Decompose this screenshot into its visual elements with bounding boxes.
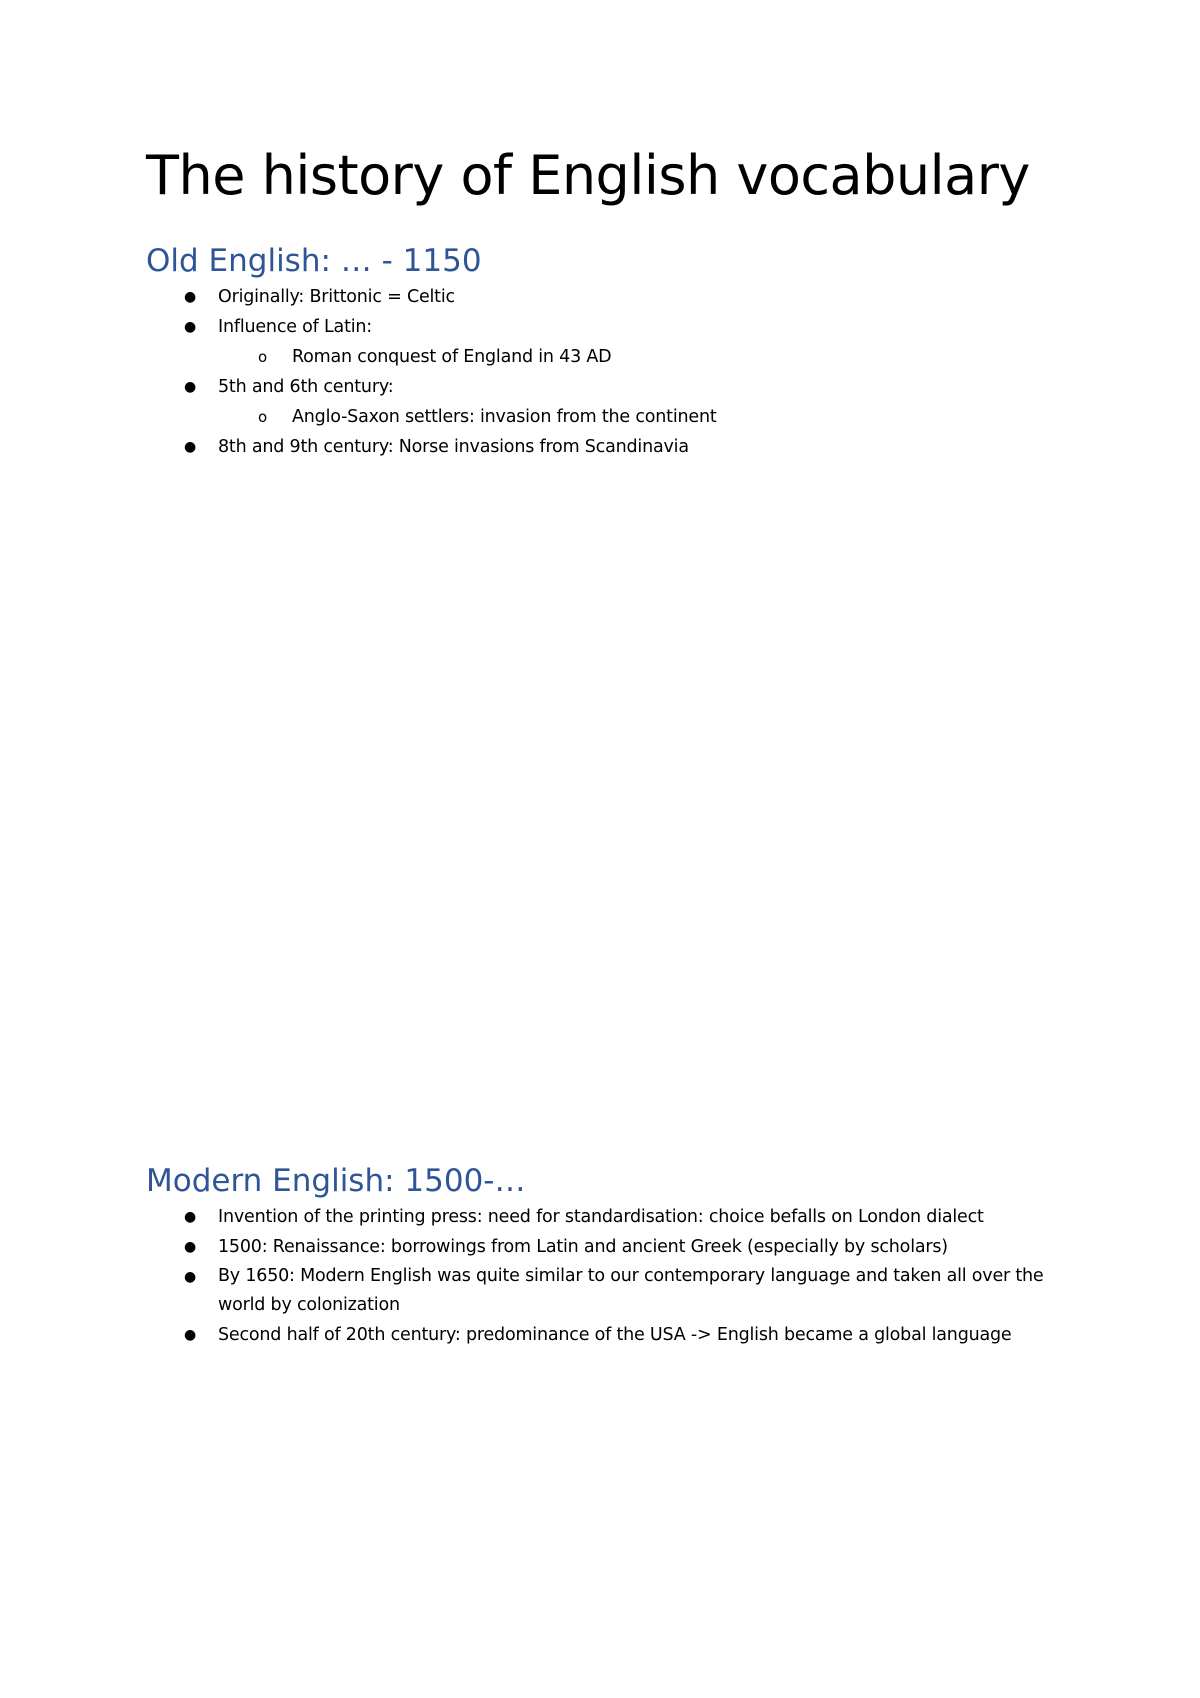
section-old-english	[146, 240, 1066, 462]
bullet-circle-icon: o	[258, 348, 267, 366]
list-item: ● 1500: Renaissance: borrowings from Latin and ancient Greek (especially by scholars)	[146, 1232, 1066, 1262]
document-title: The history of English vocabulary	[146, 144, 1030, 207]
sub-list-item: o Roman conquest of England in 43 AD	[146, 342, 1066, 372]
bullet-list	[146, 1202, 1066, 1350]
bullet-dot-icon: ●	[184, 1209, 197, 1225]
sub-list-item: o Anglo-Saxon settlers: invasion from the continent	[146, 402, 1066, 432]
bullet-dot-icon: ●	[184, 319, 197, 335]
bullet-dot-icon: ●	[184, 439, 197, 455]
bullet-dot-icon: ●	[184, 1269, 197, 1285]
bullet-list	[146, 282, 1066, 462]
list-item: ● 5th and 6th century:	[146, 372, 1066, 402]
list-item: ● Influence of Latin:	[146, 312, 1066, 342]
bullet-dot-icon: ●	[184, 1239, 197, 1255]
sub-list-container	[146, 402, 1066, 432]
bullet-dot-icon: ●	[184, 289, 197, 305]
bullet-dot-icon: ●	[184, 379, 197, 395]
section-modern-english	[146, 1160, 1066, 1350]
bullet-dot-icon: ●	[184, 1327, 197, 1343]
sub-list-container	[146, 342, 1066, 372]
sub-bullet-list	[146, 402, 1066, 432]
list-item: ● 8th and 9th century: Norse invasions from Scandinavia	[146, 432, 1066, 462]
list-item: ● By 1650: Modern English was quite similar to our contemporary language and taken all over the world by colonization	[146, 1262, 1066, 1320]
list-item: ● Originally: Brittonic = Celtic	[146, 282, 1066, 312]
section-heading: Modern English: 1500-…	[146, 1163, 526, 1199]
list-item: ● Invention of the printing press: need for standardisation: choice befalls on London dialect	[146, 1202, 1066, 1232]
bullet-circle-icon: o	[258, 408, 267, 426]
sub-bullet-list	[146, 342, 1066, 372]
section-heading: Old English: … - 1150	[146, 243, 482, 279]
list-item: ● Second half of 20th century: predominance of the USA -> English became a global language	[146, 1320, 1066, 1350]
